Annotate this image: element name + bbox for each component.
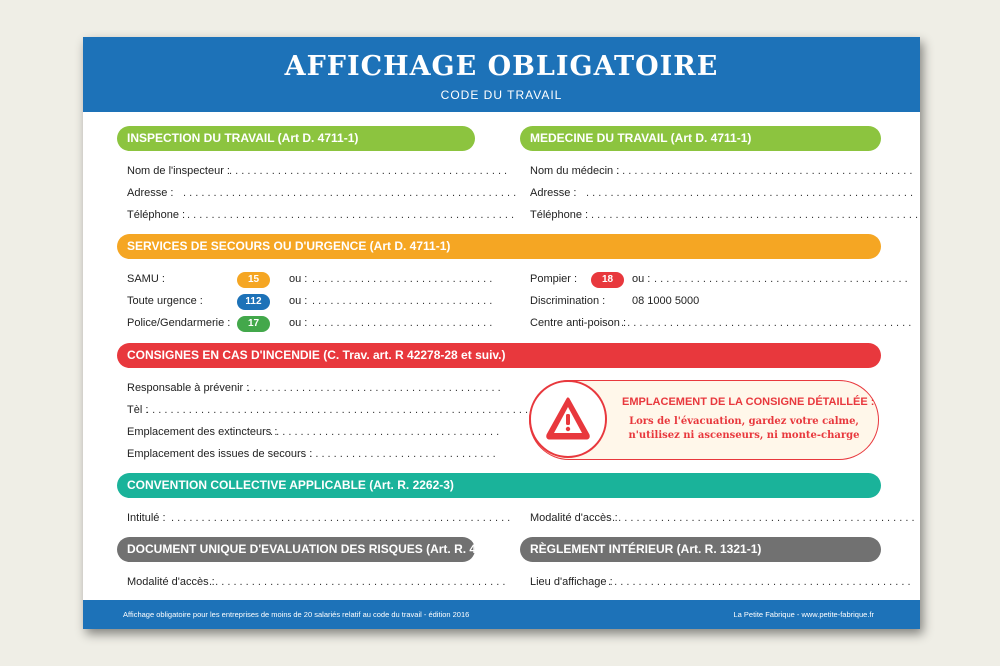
document-unique-heading: DOCUMENT UNIQUE D'EVALUATION DES RISQUES (Art. R. 4121-4) <box>117 537 475 562</box>
incendie-field-extincteurs: Emplacement des extincteurs : <box>127 426 278 438</box>
secours-police-label: Police/Gendarmerie : <box>127 317 231 329</box>
secours-pompier-dots: . . . . . . . . . . . . . . . . . . . . . . . . . . . . . . . . . . . . . . . . . . <box>654 273 908 285</box>
warning-triangle-icon <box>531 382 605 456</box>
medecine-dots-telephone: . . . . . . . . . . . . . . . . . . . . . . . . . . . . . . . . . . . . . . . . . . . . . . . . . . . . . . <box>591 209 919 221</box>
header <box>83 37 920 112</box>
footer <box>83 600 920 629</box>
inspection-field-telephone: Téléphone : <box>127 209 186 221</box>
consigne-text: Lors de l'évacuation, gardez votre calme, n'utilisez ni ascenseurs, ni monte-charge <box>628 416 860 441</box>
warning-circle <box>529 380 607 458</box>
inspection-dots-telephone: . . . . . . . . . . . . . . . . . . . . . . . . . . . . . . . . . . . . . . . . . . . . . . . . . . . . . . <box>187 209 515 221</box>
incendie-field-tel: Tèl : <box>127 404 149 416</box>
secours-antipoison-dots: . . . . . . . . . . . . . . . . . . . . . . . . . . . . . . . . . . . . . . . . . . . . . . . . <box>621 317 912 329</box>
poster <box>83 37 920 629</box>
incendie-dots-tel: . . . . . . . . . . . . . . . . . . . . . . . . . . . . . . . . . . . . . . . . . . . . . . . . . . . . . . . . . . . . . . . <box>146 404 529 416</box>
inspection-dots-adresse: . . . . . . . . . . . . . . . . . . . . . . . . . . . . . . . . . . . . . . . . . . . . . . . . . . . . . . . <box>183 187 517 199</box>
incendie-field-responsable: Responsable à prévenir : <box>127 382 250 394</box>
convention-field-modalite: Modalité d'accès : <box>530 512 618 524</box>
secours-heading: SERVICES DE SECOURS OU D'URGENCE (Art D. 4711-1) <box>117 234 881 259</box>
page-subtitle: CODE DU TRAVAIL <box>440 88 563 102</box>
inspection-heading: INSPECTION DU TRAVAIL (Art D. 4711-1) <box>117 126 475 151</box>
incendie-dots-issues: . . . . . . . . . . . . . . . . . . . . . . . . . . . . . . . . . <box>297 448 496 460</box>
footer-note: Affichage obligatoire pour les entreprises de moins de 20 salariés relatif au code du travail - édition 2016 <box>123 610 470 619</box>
secours-discrimination-value: 08 1000 5000 <box>632 295 700 307</box>
reglement-field: Lieu d'affichage : <box>530 576 613 588</box>
secours-pompier-label: Pompier : <box>530 273 578 285</box>
convention-field-intitule: Intitulé : <box>127 512 166 524</box>
police-number-badge: 17 <box>237 316 270 332</box>
secours-antipoison-label: Centre anti-poison : <box>530 317 626 329</box>
medecine-heading: MEDECINE DU TRAVAIL (Art D. 4711-1) <box>520 126 881 151</box>
medecine-dots-adresse: . . . . . . . . . . . . . . . . . . . . . . . . . . . . . . . . . . . . . . . . . . . . . . . . . . . . . . <box>586 187 914 199</box>
reglement-dots: . . . . . . . . . . . . . . . . . . . . . . . . . . . . . . . . . . . . . . . . . . . . . . . . . . <box>608 576 911 588</box>
page-title: AFFICHAGE OBLIGATOIRE <box>284 51 719 82</box>
secours-police-ou: ou : <box>289 317 308 329</box>
footer-credit: La Petite Fabrique - www.petite-fabrique.fr <box>733 610 874 619</box>
incendie-dots-extincteurs: . . . . . . . . . . . . . . . . . . . . . . . . . . . . . . . . . . . . . . <box>270 426 500 438</box>
inspection-dots-nom: . . . . . . . . . . . . . . . . . . . . . . . . . . . . . . . . . . . . . . . . . . . . . . <box>229 165 508 177</box>
medecine-dots-nom: . . . . . . . . . . . . . . . . . . . . . . . . . . . . . . . . . . . . . . . . . . . . . . . . . <box>616 165 913 177</box>
secours-pompier-ou: ou : <box>632 273 651 285</box>
secours-samu-ou: ou : <box>289 273 308 285</box>
secours-samu-dots: . . . . . . . . . . . . . . . . . . . . . . . . . . . . . . <box>312 273 493 285</box>
secours-urgence-label: Toute urgence : <box>127 295 203 307</box>
pompier-number-badge: 18 <box>591 272 624 288</box>
convention-heading: CONVENTION COLLECTIVE APPLICABLE (Art. R. 2262-3) <box>117 473 881 498</box>
consigne-title: EMPLACEMENT DE LA CONSIGNE DÉTAILLÉE : <box>622 396 875 408</box>
secours-police-dots: . . . . . . . . . . . . . . . . . . . . . . . . . . . . . . <box>312 317 493 329</box>
secours-samu-label: SAMU : <box>127 273 165 285</box>
urgence-number-badge: 112 <box>237 294 270 310</box>
secours-urgence-dots: . . . . . . . . . . . . . . . . . . . . . . . . . . . . . . <box>312 295 493 307</box>
medecine-field-nom: Nom du médecin : <box>530 165 620 177</box>
inspection-field-nom: Nom de l'inspecteur : <box>127 165 230 177</box>
secours-urgence-ou: ou : <box>289 295 308 307</box>
inspection-field-adresse: Adresse : <box>127 187 174 199</box>
incendie-dots-responsable: . . . . . . . . . . . . . . . . . . . . . . . . . . . . . . . . . . . . . . . . . . <box>247 382 501 394</box>
medecine-field-adresse: Adresse : <box>530 187 577 199</box>
medecine-field-telephone: Téléphone : <box>530 209 589 221</box>
secours-discrimination-label: Discrimination : <box>530 295 606 307</box>
reglement-heading: RÈGLEMENT INTÉRIEUR (Art. R. 1321-1) <box>520 537 881 562</box>
incendie-heading: CONSIGNES EN CAS D'INCENDIE (C. Trav. art. R 42278-28 et suiv.) <box>117 343 881 368</box>
convention-dots-intitule: . . . . . . . . . . . . . . . . . . . . . . . . . . . . . . . . . . . . . . . . . . . . . . . . . . . . . . . . <box>171 512 511 524</box>
consigne-callout <box>529 380 879 460</box>
incendie-field-issues: Emplacement des issues de secours : <box>127 448 313 460</box>
document-unique-field: Modalité d'accès : <box>127 576 215 588</box>
convention-dots-modalite: . . . . . . . . . . . . . . . . . . . . . . . . . . . . . . . . . . . . . . . . . . . . . . . . . . <box>612 512 915 524</box>
samu-number-badge: 15 <box>237 272 270 288</box>
document-unique-dots: . . . . . . . . . . . . . . . . . . . . . . . . . . . . . . . . . . . . . . . . . . . . . . . . . <box>209 576 506 588</box>
